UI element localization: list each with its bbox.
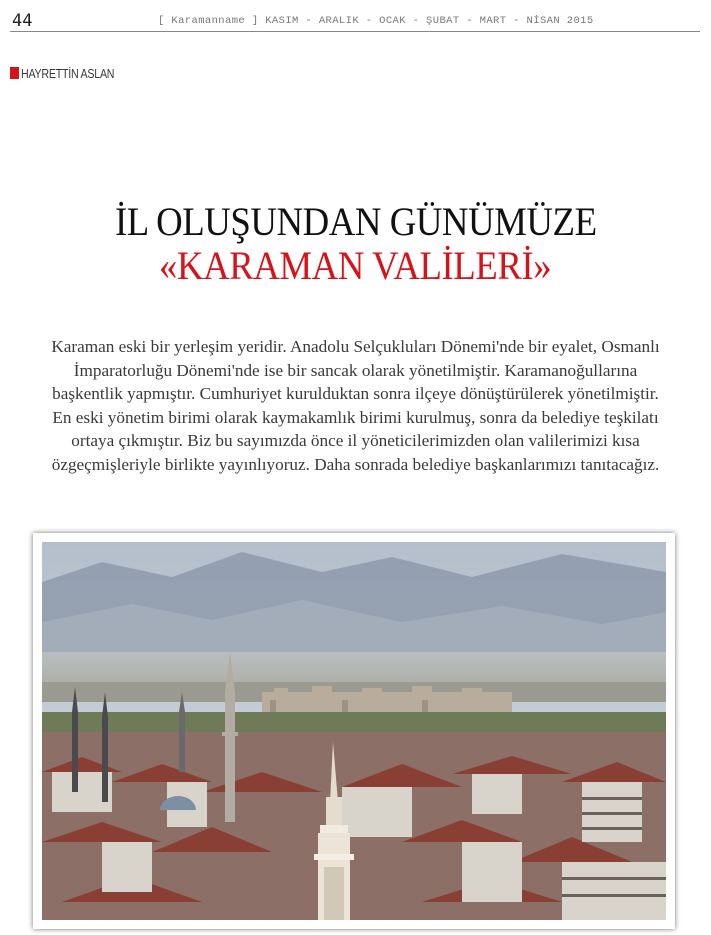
- author-marker-icon: [10, 67, 19, 79]
- city-photo-frame: [33, 533, 675, 929]
- page-number: 44: [12, 11, 33, 31]
- title-line-2: «KARAMAN VALİLERİ»: [159, 243, 552, 288]
- city-skyline-illustration: [42, 542, 666, 920]
- intro-line: ortaya çıkmıştır. Biz bu sayımızda önce il yöneticilerimizden olan valilerimizi kısa: [71, 431, 640, 450]
- intro-line: başkentlik yapmıştır. Cumhuriyet kurulduktan sonra ilçeye dönüştürülerek yönetilmiştir.: [52, 384, 659, 403]
- city-photo: [42, 542, 666, 920]
- intro-line: İmparatorluğu Dönemi'nde ise bir sancak olarak yönetilmiştir. Karamanoğullarına: [73, 360, 638, 380]
- article-title: [0, 200, 711, 288]
- intro-line: özgeçmişleriyle birlikte yayınlıyoruz. Daha sonrada belediye başkanlarımızı tanıtacağız.: [51, 454, 660, 474]
- author-byline: [10, 65, 135, 81]
- masthead-text: [ Karamanname ] KASIM - ARALIK - OCAK - ŞUBAT - MART - NİSAN 2015: [158, 15, 594, 27]
- intro-line: Karaman eski bir yerleşim yeridir. Anadolu Selçukluları Dönemi'nde bir eyalet, Osmanlı: [51, 337, 660, 356]
- page-header: [10, 9, 700, 31]
- title-line-1: İL OLUŞUNDAN GÜNÜMÜZE: [114, 199, 597, 244]
- intro-paragraph: [40, 335, 671, 476]
- author-name: HAYRETTİN ASLAN: [21, 65, 115, 81]
- header-rule: [10, 31, 700, 32]
- intro-line: En eski yönetim birimi olarak kaymakamlık birimi kurulmuş, sonra da belediye teşkilatı: [52, 407, 659, 427]
